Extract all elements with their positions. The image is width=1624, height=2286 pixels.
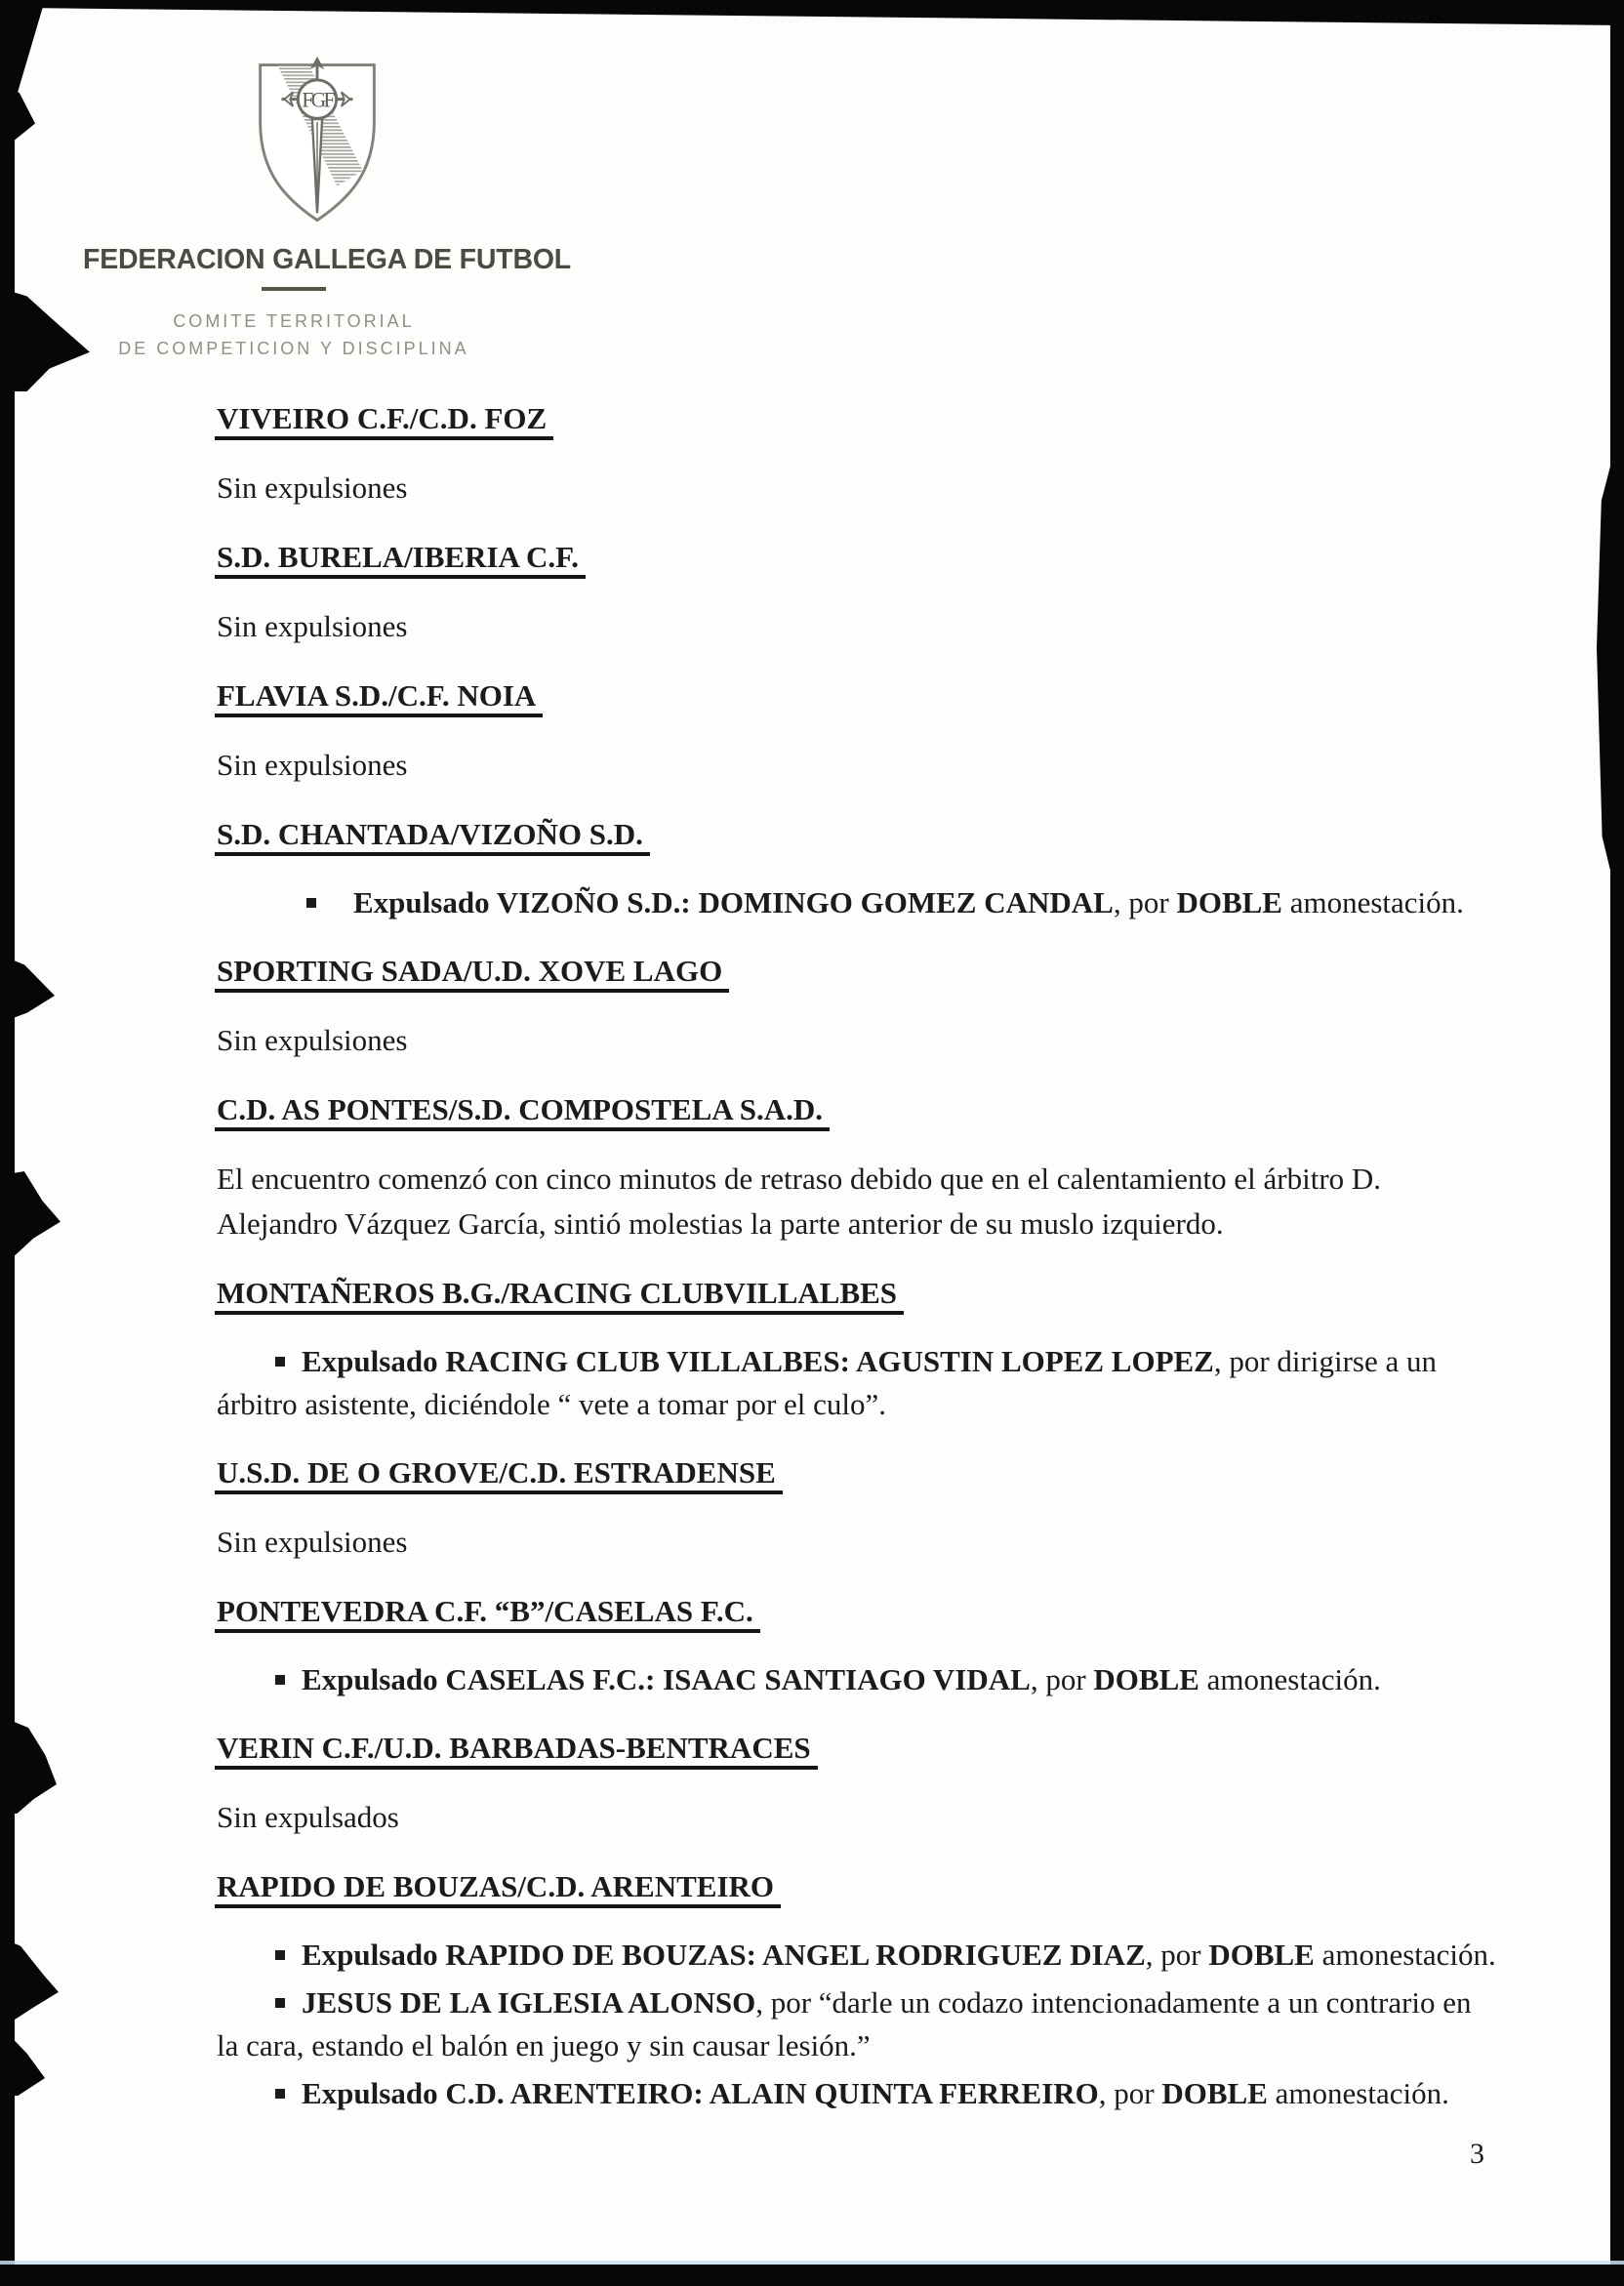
no-expulsions-note (217, 1520, 1497, 1565)
match-section (217, 1864, 1497, 2115)
scan-artifact-blob (0, 955, 55, 1023)
bullet-square-icon (275, 1357, 285, 1367)
match-section (217, 1450, 1497, 1565)
match-section (217, 674, 1497, 788)
no-expulsions-note (217, 466, 1497, 510)
match-heading-text: VIVEIRO C.F./C.D. FOZ (215, 401, 553, 440)
match-heading (217, 1589, 1497, 1634)
match-heading (217, 1087, 1497, 1132)
scan-artifact-blob (0, 1938, 59, 2021)
emphasis-text: Expulsado RACING CLUB VILLALBES: AGUSTIN LOPEZ LOPEZ (302, 1344, 1214, 1378)
crest-monogram: FGF (302, 88, 333, 112)
bullet-square-icon (275, 2089, 285, 2099)
scan-artifact-right-bulge (1597, 459, 1612, 878)
body-text: , por (1030, 1662, 1094, 1696)
emphasis-text: DOBLE (1176, 885, 1282, 919)
committee-line-2: DE COMPETICION Y DISCIPLINA (118, 339, 469, 358)
report-body (217, 396, 1497, 2120)
body-text: amonestación. (1281, 885, 1464, 919)
body-text: , por (1113, 885, 1177, 919)
emphasis-text: DOBLE (1161, 2076, 1268, 2110)
body-text: Sin expulsiones (217, 1525, 408, 1559)
match-heading-text: SPORTING SADA/U.D. XOVE LAGO (215, 954, 729, 993)
match-section (217, 535, 1497, 649)
body-text: , por (1098, 2076, 1162, 2110)
match-heading-text: VERIN C.F./U.D. BARBADAS-BENTRACES (215, 1731, 818, 1770)
bullet-square-icon (275, 1950, 285, 1960)
emphasis-text: DOBLE (1208, 1938, 1315, 1972)
federation-name: FEDERACION GALLEGA DE FUTBOL (83, 244, 571, 275)
no-expulsions-note (217, 1018, 1497, 1063)
emphasis-text: Expulsado CASELAS F.C.: ISAAC SANTIAGO VIDAL (302, 1662, 1031, 1696)
bullet-square-icon (275, 1998, 285, 2008)
body-text: , por “darle un codazo intencionadamente a un contrario en la cara, estando el balón en juego y sin causar lesión.” (217, 1985, 1472, 2062)
no-expulsions-note (217, 1795, 1497, 1840)
match-heading-text: U.S.D. DE O GROVE/C.D. ESTRADENSE (215, 1455, 783, 1494)
expulsion-item (217, 881, 1497, 924)
match-heading (217, 1271, 1497, 1316)
emphasis-text: DOBLE (1093, 1662, 1199, 1696)
emphasis-text: Expulsado C.D. ARENTEIRO: ALAIN QUINTA FERREIRO (302, 2076, 1099, 2110)
body-text: amonestación. (1314, 1938, 1496, 1972)
body-text: , por (1145, 1938, 1209, 1972)
match-heading-text: S.D. BURELA/IBERIA C.F. (215, 540, 586, 579)
match-heading (217, 535, 1497, 580)
scan-artifact-blob (0, 288, 90, 391)
scan-artifact-bottom-edge (0, 2265, 1624, 2286)
match-section (217, 1589, 1497, 1701)
match-heading (217, 396, 1497, 441)
body-text: El encuentro comenzó con cinco minutos de retraso debido que en el calentamiento el árbitro D. Alejandro Vázquez García, sintió molestias la parte anterior de su muslo izquierdo. (217, 1162, 1382, 1241)
expulsion-item (217, 1981, 1497, 2067)
emphasis-text: JESUS DE LA IGLESIA ALONSO (302, 1985, 756, 2020)
body-text: amonestación. (1267, 2076, 1449, 2110)
bullet-square-icon (306, 898, 316, 908)
match-section (217, 1271, 1497, 1426)
match-heading (217, 812, 1497, 857)
body-text: , por dirigirse a un árbitro asistente, diciéndole “ vete a tomar por el culo”. (217, 1344, 1437, 1421)
match-heading-text: PONTEVEDRA C.F. “B”/CASELAS F.C. (215, 1594, 760, 1633)
scan-artifact-blob (0, 1716, 57, 1814)
match-heading (217, 1726, 1497, 1771)
match-section (217, 396, 1497, 510)
note-paragraph (217, 1157, 1497, 1246)
match-heading (217, 949, 1497, 994)
match-heading-text: MONTAÑEROS B.G./RACING CLUBVILLALBES (215, 1276, 904, 1315)
match-heading-text: S.D. CHANTADA/VIZOÑO S.D. (215, 817, 650, 856)
scan-artifact-blob (0, 2025, 45, 2096)
body-text: Sin expulsiones (217, 470, 408, 505)
body-text: amonestación. (1198, 1662, 1381, 1696)
emphasis-text: Expulsado RAPIDO DE BOUZAS: ANGEL RODRIGUEZ DIAZ (302, 1938, 1146, 1972)
emphasis-text: Expulsado VIZOÑO S.D.: DOMINGO GOMEZ CANDAL (353, 885, 1114, 919)
match-section (217, 1726, 1497, 1840)
body-text: Sin expulsiones (217, 1023, 408, 1057)
body-text: Sin expulsados (217, 1800, 399, 1834)
scan-artifact-blob (0, 1171, 61, 1255)
scan-artifact-blob (0, 86, 35, 154)
committee-line-1: COMITE TERRITORIAL (173, 311, 415, 331)
expulsion-item (217, 1658, 1497, 1701)
bullet-square-icon (275, 1675, 285, 1685)
match-heading-text: RAPIDO DE BOUZAS/C.D. ARENTEIRO (215, 1869, 781, 1908)
no-expulsions-note (217, 743, 1497, 788)
federation-crest-logo (245, 51, 389, 225)
expulsion-item (217, 1340, 1497, 1426)
body-text: Sin expulsiones (217, 748, 408, 782)
match-section (217, 812, 1497, 924)
scan-artifact-top-edge (0, 0, 1624, 25)
body-text: Sin expulsiones (217, 609, 408, 643)
match-heading (217, 674, 1497, 718)
match-heading (217, 1450, 1497, 1495)
match-section (217, 949, 1497, 1063)
match-heading-text: FLAVIA S.D./C.F. NOIA (215, 678, 543, 717)
match-heading (217, 1864, 1497, 1909)
match-section (217, 1087, 1497, 1246)
letterhead-divider (262, 287, 326, 291)
federation-letterhead (83, 51, 571, 362)
page-number: 3 (1470, 2138, 1484, 2170)
no-expulsions-note (217, 604, 1497, 649)
scan-artifact-right-edge (1610, 0, 1624, 2286)
expulsion-item (217, 2072, 1497, 2115)
match-heading-text: C.D. AS PONTES/S.D. COMPOSTELA S.A.D. (215, 1092, 830, 1131)
expulsion-item (217, 1934, 1497, 1977)
